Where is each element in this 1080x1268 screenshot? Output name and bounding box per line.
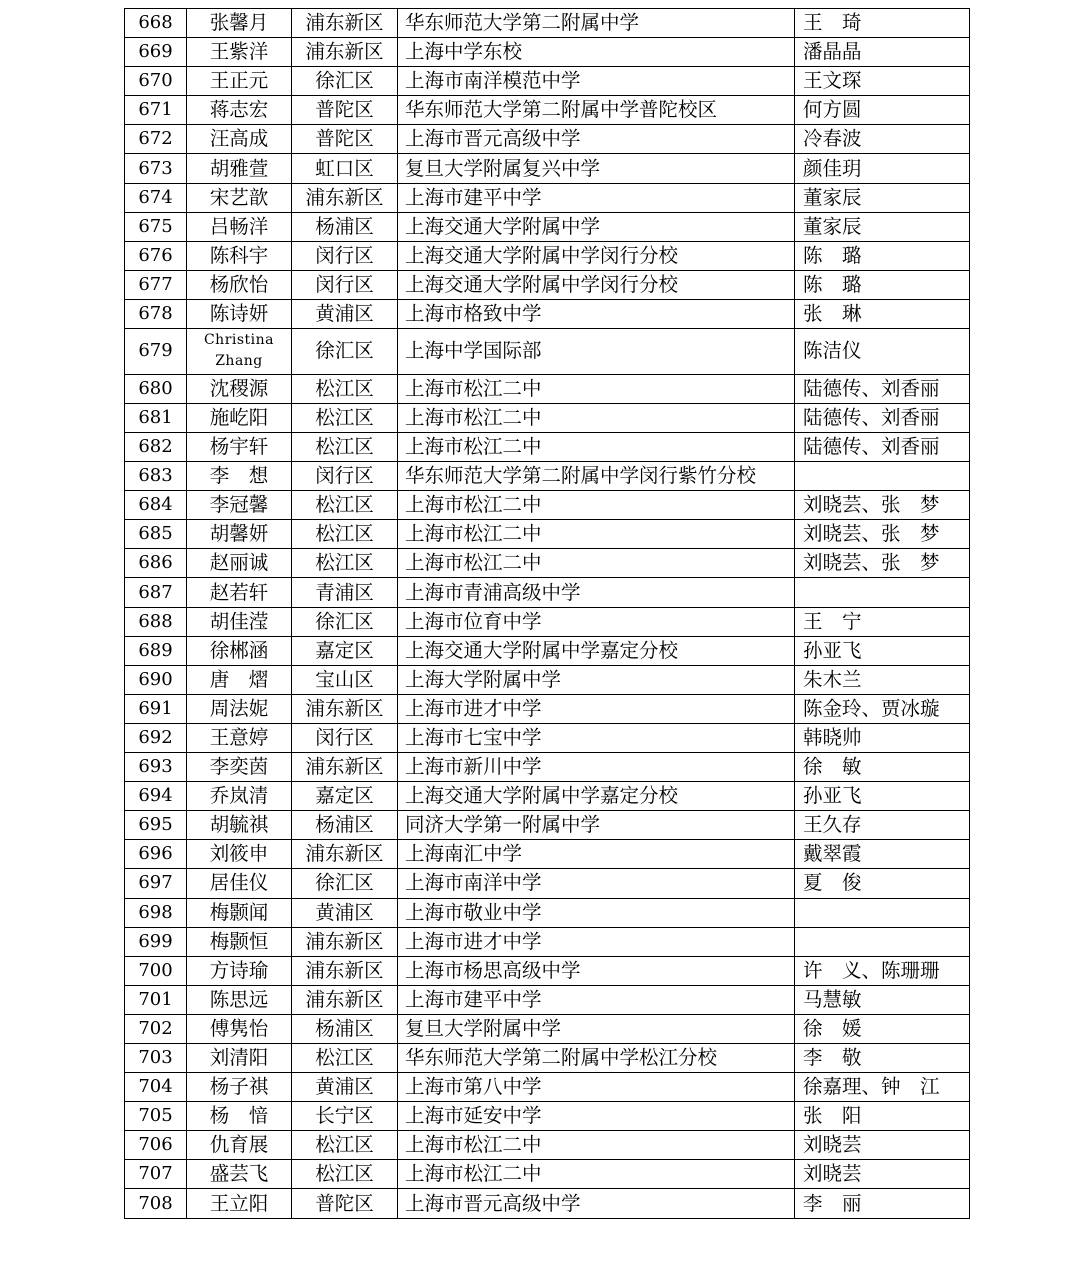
student-name-cell: 赵若轩 <box>187 578 292 607</box>
number-cell: 703 <box>125 1043 187 1072</box>
teacher-cell: 陈 璐 <box>795 270 970 299</box>
teacher-cell <box>795 898 970 927</box>
number-cell: 701 <box>125 985 187 1014</box>
number-cell: 683 <box>125 462 187 491</box>
district-cell: 松江区 <box>292 403 398 432</box>
table-row <box>125 374 970 403</box>
table-row <box>125 1131 970 1160</box>
school-cell: 复旦大学附属中学 <box>398 1014 795 1043</box>
school-cell: 上海市进才中学 <box>398 927 795 956</box>
table-row <box>125 154 970 183</box>
table-row <box>125 898 970 927</box>
table-row <box>125 520 970 549</box>
district-cell: 松江区 <box>292 1160 398 1189</box>
number-cell: 690 <box>125 665 187 694</box>
school-cell: 华东师范大学第二附属中学闵行紫竹分校 <box>398 462 795 491</box>
district-cell: 长宁区 <box>292 1102 398 1131</box>
teacher-cell: 陈 璐 <box>795 241 970 270</box>
district-cell: 虹口区 <box>292 154 398 183</box>
table-row <box>125 212 970 241</box>
table-row <box>125 840 970 869</box>
district-cell: 松江区 <box>292 433 398 462</box>
teacher-cell: 陆德传、刘香丽 <box>795 374 970 403</box>
table-row <box>125 125 970 154</box>
school-cell: 上海市进才中学 <box>398 694 795 723</box>
district-cell: 浦东新区 <box>292 927 398 956</box>
student-name-cell: 刘清阳 <box>187 1043 292 1072</box>
school-cell: 上海市南洋模范中学 <box>398 67 795 96</box>
school-cell: 上海市松江二中 <box>398 403 795 432</box>
number-cell: 698 <box>125 898 187 927</box>
teacher-cell: 何方圆 <box>795 96 970 125</box>
student-name-cell: 胡雅萱 <box>187 154 292 183</box>
district-cell: 普陀区 <box>292 125 398 154</box>
school-cell: 上海交通大学附属中学 <box>398 212 795 241</box>
student-name-cell: 赵丽诚 <box>187 549 292 578</box>
teacher-cell: 许 义、陈珊珊 <box>795 956 970 985</box>
district-cell: 闵行区 <box>292 241 398 270</box>
number-cell: 672 <box>125 125 187 154</box>
table-row <box>125 607 970 636</box>
number-cell: 676 <box>125 241 187 270</box>
number-cell: 680 <box>125 374 187 403</box>
school-cell: 上海南汇中学 <box>398 840 795 869</box>
district-cell: 杨浦区 <box>292 212 398 241</box>
teacher-cell: 李 敬 <box>795 1043 970 1072</box>
number-cell: 670 <box>125 67 187 96</box>
table-row <box>125 694 970 723</box>
number-cell: 681 <box>125 403 187 432</box>
teacher-cell: 张 阳 <box>795 1102 970 1131</box>
school-cell: 上海市位育中学 <box>398 607 795 636</box>
district-cell: 黄浦区 <box>292 299 398 328</box>
student-name-cell: 胡毓祺 <box>187 811 292 840</box>
school-cell: 上海市延安中学 <box>398 1102 795 1131</box>
table-row <box>125 665 970 694</box>
table-row <box>125 549 970 578</box>
school-cell: 上海市第八中学 <box>398 1073 795 1102</box>
number-cell: 704 <box>125 1073 187 1102</box>
district-cell: 松江区 <box>292 491 398 520</box>
teacher-cell: 马慧敏 <box>795 985 970 1014</box>
district-cell: 黄浦区 <box>292 1073 398 1102</box>
table-row <box>125 1043 970 1072</box>
table-row <box>125 811 970 840</box>
number-cell: 708 <box>125 1189 187 1218</box>
school-cell: 上海市新川中学 <box>398 753 795 782</box>
number-cell: 668 <box>125 9 187 38</box>
table-row <box>125 462 970 491</box>
school-cell: 上海交通大学附属中学嘉定分校 <box>398 636 795 665</box>
table-row <box>125 433 970 462</box>
table-row <box>125 753 970 782</box>
school-cell: 上海市杨思高级中学 <box>398 956 795 985</box>
number-cell: 675 <box>125 212 187 241</box>
teacher-cell: 刘晓芸 <box>795 1131 970 1160</box>
table-row <box>125 1102 970 1131</box>
student-name-cell: 乔岚清 <box>187 782 292 811</box>
school-cell: 上海市松江二中 <box>398 1131 795 1160</box>
table-row <box>125 1073 970 1102</box>
student-name-cell: 汪高成 <box>187 125 292 154</box>
school-cell: 上海大学附属中学 <box>398 665 795 694</box>
school-cell: 上海市建平中学 <box>398 985 795 1014</box>
teacher-cell: 徐 媛 <box>795 1014 970 1043</box>
district-cell: 闵行区 <box>292 462 398 491</box>
district-cell: 普陀区 <box>292 1189 398 1218</box>
number-cell: 707 <box>125 1160 187 1189</box>
table-row <box>125 782 970 811</box>
teacher-cell: 徐 敏 <box>795 753 970 782</box>
table-body <box>125 9 970 1219</box>
table-row <box>125 183 970 212</box>
school-cell: 上海市松江二中 <box>398 549 795 578</box>
number-cell: 684 <box>125 491 187 520</box>
number-cell: 674 <box>125 183 187 212</box>
school-cell: 上海市南洋中学 <box>398 869 795 898</box>
student-name-cell: 胡馨妍 <box>187 520 292 549</box>
teacher-cell: 孙亚飞 <box>795 636 970 665</box>
number-cell: 696 <box>125 840 187 869</box>
district-cell: 浦东新区 <box>292 9 398 38</box>
student-name-cell: 王正元 <box>187 67 292 96</box>
table-row <box>125 67 970 96</box>
student-name-cell: 仇育展 <box>187 1131 292 1160</box>
number-cell: 688 <box>125 607 187 636</box>
district-cell: 浦东新区 <box>292 840 398 869</box>
district-cell: 浦东新区 <box>292 694 398 723</box>
school-cell: 上海交通大学附属中学闵行分校 <box>398 270 795 299</box>
teacher-cell <box>795 462 970 491</box>
teacher-cell: 刘晓芸、张 梦 <box>795 549 970 578</box>
student-name-cell: 张馨月 <box>187 9 292 38</box>
student-name-cell: 沈稷源 <box>187 374 292 403</box>
number-cell: 706 <box>125 1131 187 1160</box>
number-cell: 692 <box>125 723 187 752</box>
district-cell: 浦东新区 <box>292 753 398 782</box>
district-cell: 浦东新区 <box>292 38 398 67</box>
teacher-cell: 陆德传、刘香丽 <box>795 433 970 462</box>
school-cell: 华东师范大学第二附属中学松江分校 <box>398 1043 795 1072</box>
teacher-cell: 王 宁 <box>795 607 970 636</box>
teacher-cell: 夏 俊 <box>795 869 970 898</box>
teacher-cell: 刘晓芸 <box>795 1160 970 1189</box>
award-list-table <box>124 8 970 1219</box>
teacher-cell: 朱木兰 <box>795 665 970 694</box>
teacher-cell: 冷春波 <box>795 125 970 154</box>
school-cell: 上海市松江二中 <box>398 1160 795 1189</box>
district-cell: 松江区 <box>292 549 398 578</box>
table-row <box>125 636 970 665</box>
table-row <box>125 956 970 985</box>
table-row <box>125 403 970 432</box>
table-row <box>125 38 970 67</box>
district-cell: 普陀区 <box>292 96 398 125</box>
teacher-cell <box>795 927 970 956</box>
district-cell: 松江区 <box>292 1043 398 1072</box>
district-cell: 闵行区 <box>292 723 398 752</box>
teacher-cell <box>795 578 970 607</box>
number-cell: 677 <box>125 270 187 299</box>
table-row <box>125 723 970 752</box>
table-row <box>125 241 970 270</box>
number-cell: 691 <box>125 694 187 723</box>
school-cell: 上海中学国际部 <box>398 329 795 375</box>
student-name-cell: 蒋志宏 <box>187 96 292 125</box>
district-cell: 松江区 <box>292 374 398 403</box>
school-cell: 同济大学第一附属中学 <box>398 811 795 840</box>
number-cell: 685 <box>125 520 187 549</box>
student-name-cell: 陈诗妍 <box>187 299 292 328</box>
number-cell: 693 <box>125 753 187 782</box>
student-name-cell: 吕畅洋 <box>187 212 292 241</box>
student-name-cell: 唐 熠 <box>187 665 292 694</box>
district-cell: 黄浦区 <box>292 898 398 927</box>
student-name-cell: 施屹阳 <box>187 403 292 432</box>
teacher-cell: 孙亚飞 <box>795 782 970 811</box>
table-row <box>125 299 970 328</box>
table-row <box>125 491 970 520</box>
student-name-cell: 周法妮 <box>187 694 292 723</box>
table-row <box>125 96 970 125</box>
teacher-cell: 潘晶晶 <box>795 38 970 67</box>
school-cell: 上海市青浦高级中学 <box>398 578 795 607</box>
student-name-cell: 王紫洋 <box>187 38 292 67</box>
district-cell: 徐汇区 <box>292 869 398 898</box>
student-name-cell: 王意婷 <box>187 723 292 752</box>
school-cell: 上海中学东校 <box>398 38 795 67</box>
school-cell: 复旦大学附属复兴中学 <box>398 154 795 183</box>
teacher-cell: 王 琦 <box>795 9 970 38</box>
district-cell: 青浦区 <box>292 578 398 607</box>
student-name-cell: 梅颢恒 <box>187 927 292 956</box>
teacher-cell: 韩晓帅 <box>795 723 970 752</box>
student-name-cell: 宋艺歆 <box>187 183 292 212</box>
student-name-cell: 刘筱申 <box>187 840 292 869</box>
student-name-cell: 盛芸飞 <box>187 1160 292 1189</box>
teacher-cell: 董家辰 <box>795 212 970 241</box>
school-cell: 上海交通大学附属中学嘉定分校 <box>398 782 795 811</box>
student-name-cell: 傅隽怡 <box>187 1014 292 1043</box>
school-cell: 上海市敬业中学 <box>398 898 795 927</box>
table-row <box>125 9 970 38</box>
school-cell: 上海市松江二中 <box>398 491 795 520</box>
teacher-cell: 李 丽 <box>795 1189 970 1218</box>
number-cell: 702 <box>125 1014 187 1043</box>
table-row <box>125 927 970 956</box>
student-name-cell: 杨宇轩 <box>187 433 292 462</box>
student-name-cell: 方诗瑜 <box>187 956 292 985</box>
table-row <box>125 985 970 1014</box>
number-cell: 679 <box>125 329 187 375</box>
district-cell: 浦东新区 <box>292 985 398 1014</box>
school-cell: 上海市格致中学 <box>398 299 795 328</box>
school-cell: 上海市晋元高级中学 <box>398 125 795 154</box>
district-cell: 嘉定区 <box>292 782 398 811</box>
number-cell: 682 <box>125 433 187 462</box>
student-name-cell: 杨子祺 <box>187 1073 292 1102</box>
student-name-cell: 李冠馨 <box>187 491 292 520</box>
district-cell: 浦东新区 <box>292 956 398 985</box>
student-name-cell: 李 想 <box>187 462 292 491</box>
number-cell: 700 <box>125 956 187 985</box>
student-name-cell: 陈科宇 <box>187 241 292 270</box>
student-name-cell: 陈思远 <box>187 985 292 1014</box>
number-cell: 699 <box>125 927 187 956</box>
number-cell: 687 <box>125 578 187 607</box>
district-cell: 松江区 <box>292 520 398 549</box>
student-name-cell: 居佳仪 <box>187 869 292 898</box>
student-name-cell: 胡佳滢 <box>187 607 292 636</box>
number-cell: 697 <box>125 869 187 898</box>
district-cell: 杨浦区 <box>292 1014 398 1043</box>
table-row <box>125 869 970 898</box>
district-cell: 徐汇区 <box>292 67 398 96</box>
school-cell: 上海市松江二中 <box>398 374 795 403</box>
number-cell: 673 <box>125 154 187 183</box>
school-cell: 上海交通大学附属中学闵行分校 <box>398 241 795 270</box>
number-cell: 689 <box>125 636 187 665</box>
teacher-cell: 徐嘉理、钟 江 <box>795 1073 970 1102</box>
district-cell: 浦东新区 <box>292 183 398 212</box>
number-cell: 671 <box>125 96 187 125</box>
teacher-cell: 陆德传、刘香丽 <box>795 403 970 432</box>
school-cell: 华东师范大学第二附属中学 <box>398 9 795 38</box>
student-name-cell: 梅颢闻 <box>187 898 292 927</box>
number-cell: 694 <box>125 782 187 811</box>
school-cell: 华东师范大学第二附属中学普陀校区 <box>398 96 795 125</box>
teacher-cell: 王文琛 <box>795 67 970 96</box>
table-row <box>125 1014 970 1043</box>
student-name-cell: Christina Zhang <box>187 329 292 375</box>
teacher-cell: 陈洁仪 <box>795 329 970 375</box>
table-row <box>125 1160 970 1189</box>
number-cell: 695 <box>125 811 187 840</box>
table-row <box>125 578 970 607</box>
student-name-cell: 李奕茵 <box>187 753 292 782</box>
table-row <box>125 1189 970 1218</box>
district-cell: 松江区 <box>292 1131 398 1160</box>
student-name-cell: 徐郴涵 <box>187 636 292 665</box>
teacher-cell: 陈金玲、贾冰璇 <box>795 694 970 723</box>
teacher-cell: 刘晓芸、张 梦 <box>795 491 970 520</box>
school-cell: 上海市松江二中 <box>398 433 795 462</box>
student-name-cell: 杨 愔 <box>187 1102 292 1131</box>
school-cell: 上海市建平中学 <box>398 183 795 212</box>
table-row <box>125 329 970 375</box>
teacher-cell: 张 琳 <box>795 299 970 328</box>
number-cell: 678 <box>125 299 187 328</box>
teacher-cell: 颜佳玥 <box>795 154 970 183</box>
teacher-cell: 戴翠霞 <box>795 840 970 869</box>
district-cell: 徐汇区 <box>292 329 398 375</box>
teacher-cell: 刘晓芸、张 梦 <box>795 520 970 549</box>
district-cell: 闵行区 <box>292 270 398 299</box>
teacher-cell: 董家辰 <box>795 183 970 212</box>
district-cell: 杨浦区 <box>292 811 398 840</box>
district-cell: 嘉定区 <box>292 636 398 665</box>
table-row <box>125 270 970 299</box>
number-cell: 669 <box>125 38 187 67</box>
school-cell: 上海市晋元高级中学 <box>398 1189 795 1218</box>
district-cell: 宝山区 <box>292 665 398 694</box>
school-cell: 上海市七宝中学 <box>398 723 795 752</box>
number-cell: 705 <box>125 1102 187 1131</box>
number-cell: 686 <box>125 549 187 578</box>
district-cell: 徐汇区 <box>292 607 398 636</box>
student-name-cell: 杨欣怡 <box>187 270 292 299</box>
school-cell: 上海市松江二中 <box>398 520 795 549</box>
teacher-cell: 王久存 <box>795 811 970 840</box>
student-name-cell: 王立阳 <box>187 1189 292 1218</box>
